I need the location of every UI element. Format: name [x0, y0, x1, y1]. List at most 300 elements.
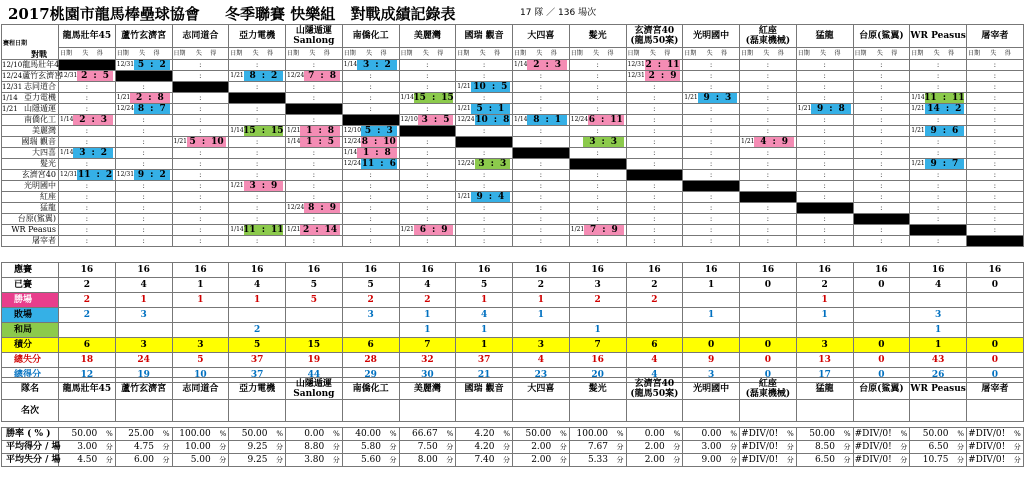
stats-value: 1 [910, 323, 967, 338]
empty-game-cell [626, 137, 683, 148]
empty-game-cell [342, 181, 399, 192]
score-placeholder: : [823, 115, 826, 124]
score-placeholder: : [880, 225, 883, 234]
stats-value: 20 [569, 368, 626, 383]
stats-value [172, 308, 229, 323]
empty-game-cell [967, 181, 1024, 192]
stats-value: 5 [229, 338, 286, 353]
score-sep: : [93, 71, 97, 81]
score-placeholder: : [142, 82, 145, 91]
game-cell [740, 137, 797, 148]
rate-unit: 分 [894, 441, 910, 454]
matrix-row [2, 236, 1024, 247]
stats-value: 2 [513, 278, 570, 293]
rank-cell [456, 400, 513, 422]
score-lost: 3 [249, 181, 256, 191]
rank-cell [399, 400, 456, 422]
score-placeholder: : [823, 236, 826, 245]
score-placeholder: : [85, 225, 89, 234]
game-cell [569, 115, 626, 126]
rate-unit: % [780, 428, 796, 441]
sub-date: 日期 [797, 49, 810, 57]
rate-value: #DIV/0! [854, 442, 892, 452]
score-won: 15 [271, 126, 284, 136]
empty-game-cell [683, 115, 740, 126]
score-placeholder: : [936, 181, 940, 190]
rate-value: 5.80 [342, 441, 383, 454]
empty-game-cell [569, 60, 626, 71]
score-placeholder: : [426, 159, 429, 168]
stats-value: 16 [286, 263, 343, 278]
empty-game-cell [59, 236, 116, 247]
empty-game-cell [853, 170, 910, 181]
score-won: 8 [329, 71, 336, 81]
score-placeholder: : [312, 82, 316, 91]
sub-win: 得 [720, 49, 727, 57]
score-placeholder: : [142, 126, 145, 135]
score-sep: : [660, 71, 665, 81]
empty-game-cell [115, 148, 172, 159]
score-lost: 8 [361, 137, 368, 147]
game-date: 12/24 [116, 105, 135, 112]
matrix-row [2, 225, 1024, 236]
score-sep: : [942, 93, 947, 103]
game-date: 1/14 [60, 116, 74, 123]
rate-unit: % [326, 428, 342, 441]
score-sep: : [772, 137, 776, 147]
empty-game-cell [456, 126, 513, 137]
score-placeholder: : [199, 214, 202, 223]
empty-game-cell [967, 148, 1024, 159]
score-lost: 15 [243, 126, 256, 136]
rate-unit: 分 [383, 454, 399, 467]
score-placeholder: : [255, 82, 259, 91]
stats-row-tie [2, 323, 1024, 338]
score-won: 9 [781, 137, 789, 147]
score-won: 2 [271, 71, 278, 81]
score-placeholder: : [936, 236, 940, 245]
score-placeholder: : [255, 203, 259, 212]
game-date: 1/21 [400, 226, 414, 233]
score-placeholder: : [823, 170, 826, 179]
score-sep: : [150, 170, 154, 180]
empty-game-cell [172, 93, 229, 104]
score-lost: 3 [478, 159, 485, 169]
score-placeholder: : [936, 148, 940, 157]
score-won: 5 [443, 115, 450, 125]
empty-game-cell [456, 181, 513, 192]
stats-value: 5 [172, 353, 229, 368]
score-placeholder: : [369, 71, 372, 80]
empty-game-cell [172, 225, 229, 236]
score-lost: 8 [533, 115, 540, 125]
score-won: 1 [498, 104, 505, 114]
rate-unit: 分 [213, 441, 229, 454]
rate-value: 9.00 [683, 454, 724, 467]
game-score [471, 104, 510, 114]
sub-date: 日期 [514, 49, 527, 57]
score-won: 8 [384, 148, 391, 158]
rate-value: 2.00 [513, 441, 554, 454]
empty-game-cell [342, 82, 399, 93]
game-score [244, 71, 283, 81]
empty-game-cell [399, 82, 456, 93]
empty-game-cell [683, 214, 740, 225]
score-lost: 5 [189, 137, 196, 147]
score-placeholder: : [766, 159, 770, 168]
empty-game-cell [569, 236, 626, 247]
score-won: 9 [441, 225, 448, 235]
stats-value: 1 [796, 308, 853, 323]
game-score [304, 203, 339, 213]
score-placeholder: : [880, 137, 883, 146]
score-placeholder: : [653, 104, 656, 113]
stats-value: 15 [286, 338, 343, 353]
stats-value: 1 [399, 308, 456, 323]
matrix-row [2, 214, 1024, 225]
stats-value [740, 293, 797, 308]
empty-game-cell [59, 225, 116, 236]
sub-lose: 失 [139, 49, 146, 57]
empty-game-cell [853, 159, 910, 170]
empty-game-cell [683, 126, 740, 137]
rate-unit: 分 [894, 454, 910, 467]
score-placeholder: : [539, 214, 543, 223]
game-cell [683, 93, 740, 104]
rate-unit: % [610, 428, 626, 441]
game-cell [172, 137, 229, 148]
score-placeholder: : [312, 181, 316, 190]
col-header-team [910, 25, 967, 48]
rate-value: #DIV/0! [854, 429, 892, 439]
row-team-name: 南僑化工 [24, 115, 56, 124]
matrix-row [2, 170, 1024, 181]
sub-date: 日期 [116, 49, 129, 57]
empty-game-cell [683, 236, 740, 247]
score-placeholder: : [936, 71, 940, 80]
score-placeholder: : [993, 137, 997, 146]
score-lost: 9 [476, 192, 483, 202]
score-placeholder: : [653, 82, 656, 91]
empty-game-cell [853, 181, 910, 192]
score-placeholder: : [312, 159, 316, 168]
score-placeholder: : [369, 192, 372, 201]
stats-value [229, 308, 286, 323]
score-placeholder: : [199, 236, 202, 245]
score-placeholder: : [766, 126, 770, 135]
stats-value [967, 293, 1024, 308]
empty-game-cell [342, 225, 399, 236]
team-name: 紅座 [758, 26, 777, 37]
diagonal-cell [513, 148, 570, 159]
rate-value: #DIV/0! [968, 442, 1006, 452]
score-lost: 2 [648, 71, 655, 81]
game-cell [115, 104, 172, 115]
score-placeholder: : [482, 148, 486, 157]
empty-game-cell [172, 115, 229, 126]
stats-value: 13 [796, 353, 853, 368]
rate-value: 50.00 [59, 428, 100, 441]
stats-value: 5 [342, 278, 399, 293]
sub-date: 日期 [60, 49, 73, 57]
score-placeholder: : [936, 214, 940, 223]
team-name: 南僑化工 [352, 383, 389, 394]
score-placeholder: : [426, 203, 429, 212]
score-placeholder: : [993, 203, 997, 212]
score-sep: : [380, 159, 384, 169]
rate-value: #DIV/0! [741, 455, 779, 465]
stats-table [1, 262, 1024, 383]
team-name: 龍馬壯年45 [62, 31, 112, 42]
empty-game-cell [569, 170, 626, 181]
empty-game-cell [229, 60, 286, 71]
stats-value: 3 [342, 308, 399, 323]
row-team-name: 國瑞 觀音 [21, 137, 56, 146]
stats-value: 4 [399, 278, 456, 293]
stats-value [740, 323, 797, 338]
matrix-row [2, 126, 1024, 137]
rate-value: 3.00 [59, 441, 100, 454]
score-lost: 10 [475, 115, 488, 125]
empty-game-cell [853, 93, 910, 104]
rank-cell [683, 400, 740, 422]
rate-unit: 分 [724, 441, 740, 454]
score-placeholder: : [766, 93, 770, 102]
game-date: 12/31 [60, 72, 78, 79]
stats-value [796, 323, 853, 338]
score-placeholder: : [142, 203, 145, 212]
sub-win: 得 [437, 49, 444, 57]
stats-value: 17 [796, 368, 853, 383]
sub-win: 得 [947, 49, 954, 57]
score-placeholder: : [766, 170, 770, 179]
score-won: 3 [554, 60, 562, 70]
score-sep: : [375, 60, 379, 70]
score-won: 9 [670, 71, 677, 81]
game-date: 12/24 [457, 160, 475, 167]
score-placeholder: : [199, 126, 202, 135]
sub-date: 日期 [457, 49, 470, 57]
sub-win: 得 [777, 49, 784, 57]
empty-game-cell [456, 236, 513, 247]
score-placeholder: : [369, 225, 372, 234]
empty-game-cell [172, 71, 229, 82]
score-placeholder: : [199, 225, 202, 234]
score-lost: 11 [243, 225, 256, 235]
empty-game-cell [456, 170, 513, 181]
rate-unit: 分 [213, 454, 229, 467]
score-placeholder: : [426, 104, 429, 113]
empty-game-cell [740, 104, 797, 115]
score-lost: 3 [421, 115, 428, 125]
stats-label: 勝場 [2, 293, 59, 308]
row-team-name: 亞力電機 [24, 93, 56, 102]
rate-unit: % [1007, 428, 1023, 441]
empty-game-cell [59, 159, 116, 170]
rate-value: 7.67 [569, 441, 610, 454]
rate-unit: % [270, 428, 286, 441]
score-won: 11 [271, 225, 284, 235]
empty-game-cell [59, 192, 116, 203]
score-lost: 2 [81, 71, 88, 81]
score-placeholder: : [85, 82, 89, 91]
stats-value: 16 [456, 263, 513, 278]
score-sep: : [488, 104, 493, 114]
rate-value: 0.00 [683, 428, 724, 441]
empty-game-cell [796, 236, 853, 247]
empty-game-cell [853, 203, 910, 214]
empty-game-cell [796, 225, 853, 236]
empty-game-cell [796, 60, 853, 71]
rate-value: #DIV/0! [854, 455, 892, 465]
rate-value: 6.50 [910, 441, 951, 454]
diagonal-cell [796, 203, 853, 214]
empty-game-cell [740, 225, 797, 236]
empty-game-cell [172, 126, 229, 137]
game-date: 12/31 [116, 61, 135, 68]
score-sep: : [545, 60, 549, 70]
empty-game-cell [399, 214, 456, 225]
score-placeholder: : [936, 82, 940, 91]
score-placeholder: : [199, 159, 202, 168]
bottom-team-name [342, 378, 399, 400]
empty-game-cell [456, 60, 513, 71]
match-matrix [1, 24, 1024, 247]
game-date: 1/21 [287, 226, 301, 233]
rate-value: 50.00 [513, 428, 554, 441]
team-names-row [2, 378, 1024, 400]
game-cell [626, 60, 683, 71]
score-placeholder: : [936, 170, 940, 179]
empty-game-cell [626, 159, 683, 170]
empty-game-cell [513, 126, 570, 137]
score-placeholder: : [766, 104, 770, 113]
sub-header [286, 48, 343, 60]
row-team-name: 蘆竹玄濟宮 [22, 71, 63, 80]
score-placeholder: : [823, 137, 826, 146]
game-date: 1/21 [173, 138, 187, 145]
sub-win: 得 [380, 49, 387, 57]
score-placeholder: : [709, 71, 713, 80]
game-date: 12/31 [627, 61, 645, 68]
rank-row [2, 400, 1024, 422]
matrix-row [2, 159, 1024, 170]
score-placeholder: : [482, 203, 486, 212]
row-label [2, 104, 59, 115]
score-sep: : [829, 104, 833, 114]
stats-value: 2 [626, 293, 683, 308]
empty-game-cell [683, 159, 740, 170]
empty-game-cell [286, 236, 343, 247]
col-header-team [740, 25, 797, 48]
stats-value [967, 308, 1024, 323]
empty-game-cell [456, 71, 513, 82]
game-score [925, 126, 964, 136]
score-placeholder: : [709, 225, 713, 234]
score-placeholder: : [426, 170, 429, 179]
col-header-team [342, 25, 399, 48]
rate-value: 25.00 [115, 428, 156, 441]
col-header-team [853, 25, 910, 48]
score-placeholder: : [255, 60, 259, 69]
row-label [2, 192, 59, 203]
score-placeholder: : [482, 236, 486, 245]
score-placeholder: : [653, 181, 656, 190]
score-placeholder: : [709, 104, 713, 113]
stats-value: 3 [115, 338, 172, 353]
team-names-table [1, 377, 1024, 422]
score-placeholder: : [880, 170, 883, 179]
game-cell [796, 104, 853, 115]
empty-game-cell [286, 214, 343, 225]
game-score [77, 170, 112, 180]
rate-unit: % [837, 428, 853, 441]
game-cell [456, 192, 513, 203]
score-won: 2 [384, 60, 391, 70]
stats-value: 44 [286, 368, 343, 383]
empty-game-cell [229, 203, 286, 214]
empty-game-cell [286, 115, 343, 126]
empty-game-cell [513, 93, 570, 104]
empty-game-cell [172, 181, 229, 192]
empty-game-cell [910, 148, 967, 159]
empty-game-cell [286, 170, 343, 181]
stats-value: 1 [910, 338, 967, 353]
score-lost: 7 [308, 71, 315, 81]
empty-game-cell [740, 115, 797, 126]
score-placeholder: : [142, 137, 145, 146]
score-won: 11 [667, 60, 680, 70]
game-score [811, 104, 850, 114]
row-label [2, 236, 59, 247]
game-date: 1/21 [570, 226, 585, 233]
bottom-team-name [115, 378, 172, 400]
diagonal-cell [569, 159, 626, 170]
sub-win: 得 [323, 49, 330, 57]
score-placeholder: : [142, 236, 145, 245]
game-date: 12/31 [116, 171, 135, 178]
empty-game-cell [796, 159, 853, 170]
rate-row-avg-scored [2, 441, 1024, 454]
score-placeholder: : [709, 126, 713, 135]
score-placeholder: : [880, 115, 883, 124]
rate-unit: 分 [780, 454, 796, 467]
game-score [925, 104, 964, 114]
score-placeholder: : [426, 60, 429, 69]
empty-game-cell [172, 192, 229, 203]
score-placeholder: : [993, 82, 997, 91]
score-placeholder: : [709, 214, 713, 223]
game-score [304, 71, 339, 81]
empty-game-cell [796, 126, 853, 137]
empty-game-cell [229, 148, 286, 159]
empty-game-cell [172, 170, 229, 181]
game-score [73, 115, 112, 125]
sub-lose: 失 [195, 49, 202, 57]
score-sep: : [315, 225, 319, 235]
empty-game-cell [399, 71, 456, 82]
game-date: 12/24 [570, 116, 589, 123]
row-team-name: 龍馬壯年45 [22, 60, 65, 69]
sub-lose: 失 [536, 49, 543, 57]
score-placeholder: : [880, 148, 883, 157]
game-score [300, 225, 339, 235]
game-score [698, 93, 737, 103]
bottom-team-name [456, 378, 513, 400]
score-lost: 11 [924, 93, 937, 103]
game-score [244, 225, 283, 235]
score-sep: : [945, 104, 950, 114]
